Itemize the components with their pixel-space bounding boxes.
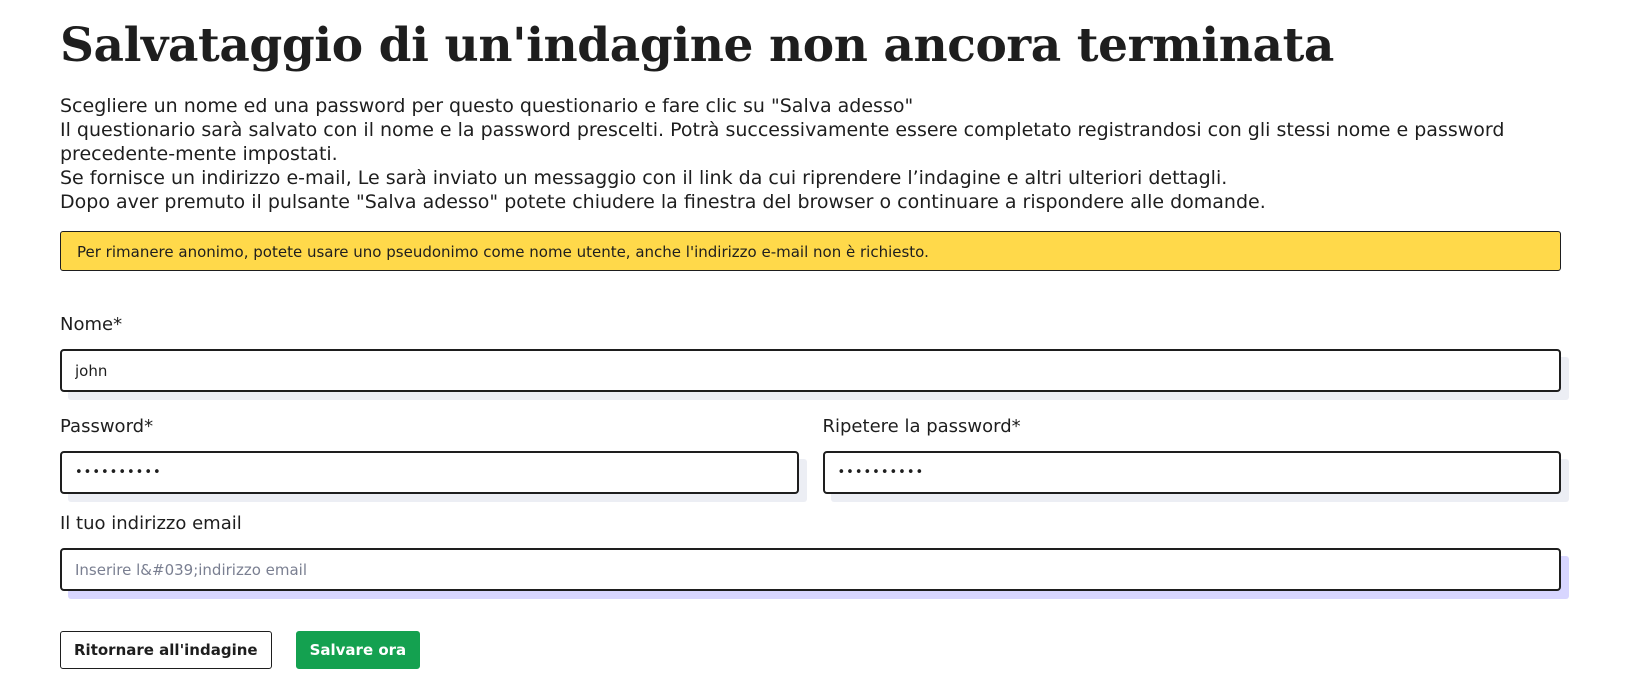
intro-line-2: Il questionario sarà salvato con il nome e la password prescelti. Potrà successivamente essere completato registrandosi con gli stessi nome e password precedente-mente impostati. bbox=[60, 119, 1505, 165]
email-label: Il tuo indirizzo email bbox=[60, 513, 242, 534]
email-input[interactable] bbox=[60, 548, 1561, 591]
name-input-wrapper bbox=[60, 349, 1561, 392]
name-label: Nome* bbox=[60, 314, 123, 335]
save-now-button[interactable]: Salvare ora bbox=[296, 631, 421, 669]
password-row bbox=[60, 416, 1561, 494]
email-field-group bbox=[60, 513, 1561, 591]
anonymity-alert: Per rimanere anonimo, potete usare uno pseudonimo come nome utente, anche l'indirizzo e-mail non è richiesto. bbox=[60, 231, 1561, 271]
intro-line-1: Scegliere un nome ed una password per questo questionario e fare clic su "Salva adesso" bbox=[60, 95, 914, 117]
form-actions bbox=[60, 631, 1578, 669]
page-title: Salvataggio di un'indagine non ancora terminata bbox=[60, 18, 1334, 73]
intro-text bbox=[60, 94, 1578, 214]
email-input-wrapper bbox=[60, 548, 1561, 591]
password-label: Password* bbox=[60, 416, 154, 437]
name-field-group bbox=[60, 314, 1561, 392]
password-repeat-label: Ripetere la password* bbox=[822, 416, 1021, 437]
password-repeat-input-wrapper bbox=[823, 451, 1562, 494]
password-input[interactable] bbox=[60, 451, 799, 494]
name-input[interactable] bbox=[60, 349, 1561, 392]
intro-line-4: Dopo aver premuto il pulsante "Salva adesso" potete chiudere la finestra del browser o continuare a rispondere alle domande. bbox=[60, 191, 1266, 213]
back-to-survey-button[interactable]: Ritornare all'indagine bbox=[60, 631, 272, 669]
password-field-group bbox=[60, 416, 799, 494]
password-input-wrapper bbox=[60, 451, 799, 494]
password-repeat-field-group bbox=[823, 416, 1562, 494]
password-repeat-input[interactable] bbox=[823, 451, 1562, 494]
intro-line-3: Se fornisce un indirizzo e-mail, Le sarà inviato un messaggio con il link da cui riprendere l’indagine e altri ulteriori dettagli. bbox=[60, 167, 1228, 189]
